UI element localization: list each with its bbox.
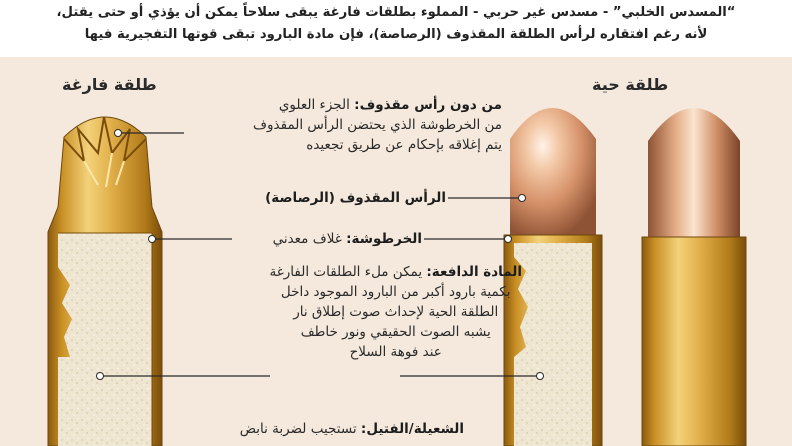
powder-title: المادة الدافعة: [426,264,522,280]
diagram-panel [0,57,792,446]
case-label [273,229,422,249]
bullet-title: الرأس المقذوف (الرصاصة) [265,190,446,206]
crimp-line-2: من الخرطوشة الذي يحتضن الرأس المقذوف [253,117,502,133]
live-round-title: طلقة حية [592,75,669,94]
bullet-label [265,188,446,208]
powder-label [269,262,522,362]
header-line-1: “المسدس الخلبي” - مسدس غير حربي - المملوء بطلقات فارغة يبقى سلاحاً يمكن أن يؤذي أو حتى يقتل، [56,5,736,20]
primer-title: الشعيلة/الفتيل: [360,421,464,437]
blank-round-title: طلقة فارغة [62,75,157,94]
live-cartridge-full [642,108,746,446]
powder-line-4: يشبه الصوت الحقيقي ونور خاطف [300,324,491,340]
header-line-2: لأنه رغم افتقاره لرأس الطلقة المقذوف (الرصاصة)، فإن مادة البارود تبقى قوتها التفجيرية فيها [84,27,708,42]
crimp-label [253,95,502,155]
powder-line-3: الطلقة الحية لإحداث صوت إطلاق نار [293,304,499,320]
powder-line-1: يمكن ملء الطلقات الفارغة [269,264,423,280]
crimp-title: من دون رأس مقذوف: [354,97,502,113]
header [0,0,792,52]
crimp-line-3: يتم إغلاقه بإحكام عن طريق تجعيده [306,137,502,153]
powder-line-5: عند فوهة السلاح [349,344,442,360]
crimp-line-1: الجزء العلوي [278,97,350,113]
case-title: الخرطوشة: [346,231,422,247]
primer-text: تستجيب لضربة نابض [239,421,357,437]
primer-label [240,419,464,439]
blank-cartridge [48,117,162,446]
powder-line-2: بكمية بارود أكبر من البارود الموجود داخل [280,284,511,300]
case-text: غلاف معدني [272,231,342,247]
